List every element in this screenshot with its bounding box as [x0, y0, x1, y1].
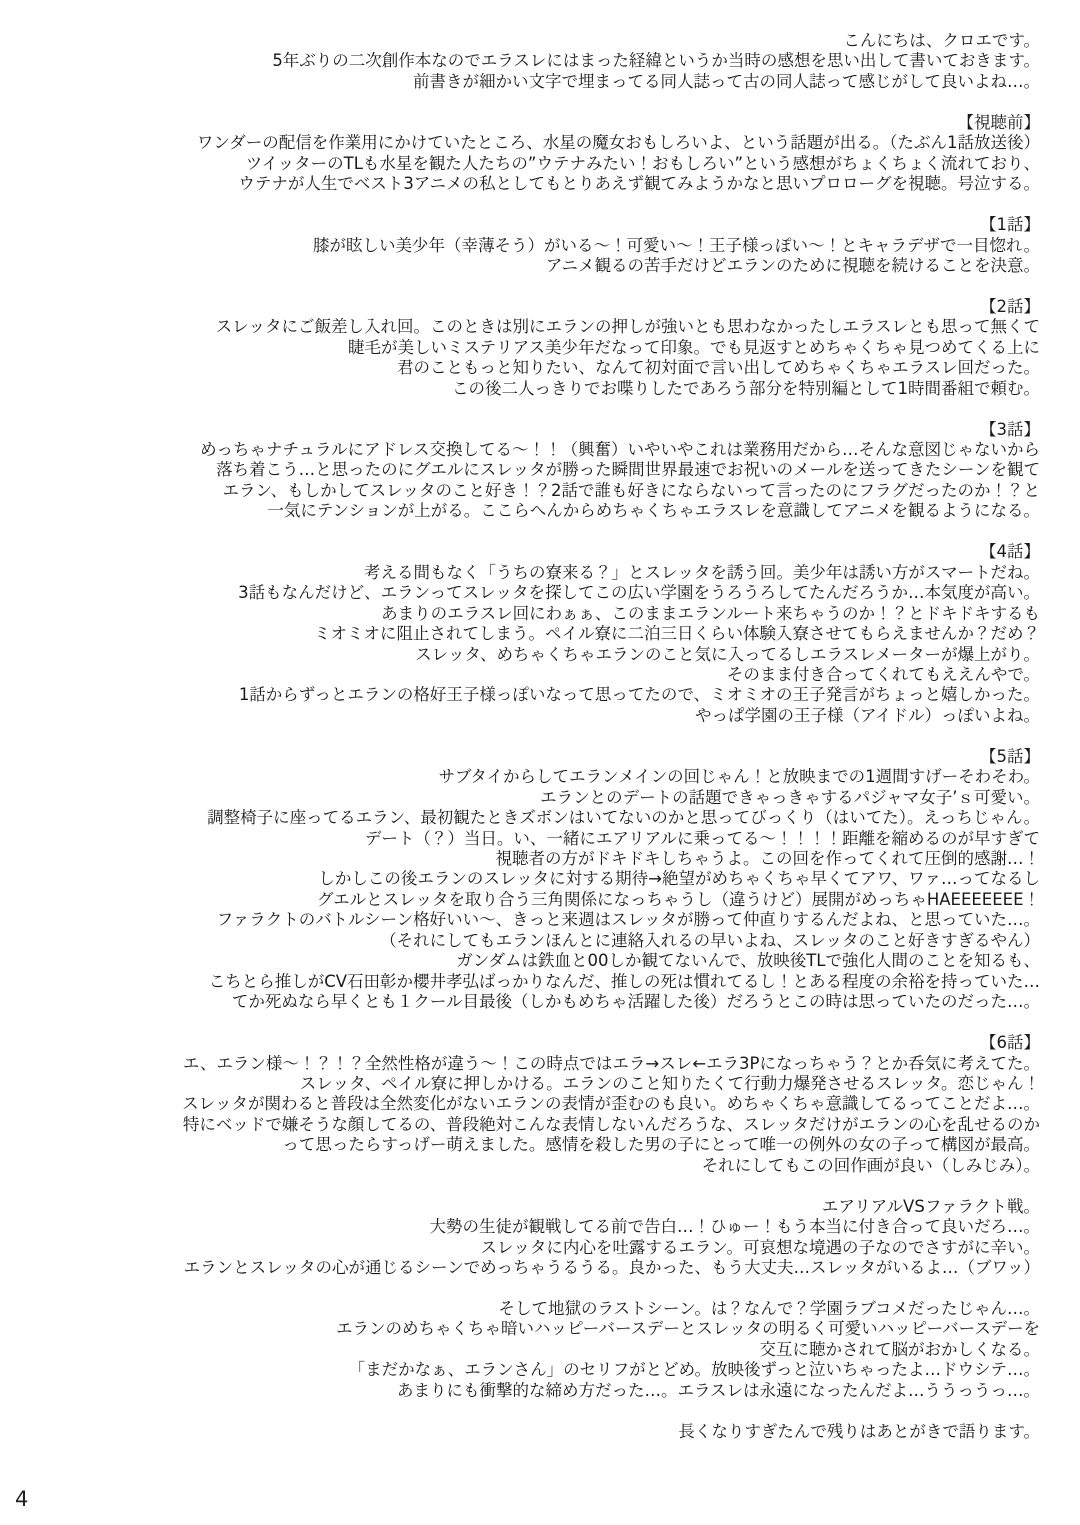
- section-header: 【5話】: [980, 746, 1040, 766]
- text-line: スレッタ、ペイル寮に押しかける。エランのこと知りたくて行動力爆発させるスレッタ。恋じゃん！: [299, 1074, 1040, 1093]
- text-section: [28, 31, 1040, 92]
- text-line: エラン、もしかしてスレッタのこと好き！？2話で誰も好きにならないって言ったのにフラグだったのか！？と: [222, 480, 1040, 500]
- page-body: [28, 31, 1040, 1442]
- text-line: それにしてもこの回作画が良い（しみじみ）。: [701, 1155, 1040, 1175]
- text-section: [28, 1033, 1040, 1176]
- text-line: スレッタに内心を吐露するエラン。可哀想な境遇の子なのでさすがに辛い。: [480, 1237, 1040, 1257]
- text-line: スレッタが関わると普段は全然変化がないエランの表情が歪むのも良い。めちゃくちゃ意識してるってことだよ…。: [182, 1094, 1040, 1114]
- text-line: 君のこともっと知りたい、なんて初対面で言い出してめちゃくちゃエラスレ回だった。: [396, 358, 1040, 378]
- text-line: エ、エラン様〜！？！？全然性格が違う〜！この時点ではエラ→スレ←エラ3Pになっちゃう？とか呑気に考えてた。: [182, 1053, 1040, 1073]
- text-section: [28, 420, 1040, 522]
- text-line: 膝が眩しい美少年（幸薄そう）がいる〜！可愛い〜！王子様っぽい〜！とキャラデザで一目惚れ。: [313, 235, 1040, 255]
- text-line: 5年ぶりの二次創作本なのでエラスレにはまった経緯というか当時の感想を思い出して書いておきます。: [272, 51, 1040, 71]
- section-header: 【4話】: [980, 542, 1040, 562]
- text-line: アニメ観るの苦手だけどエランのために視聴を続けることを決意。: [545, 255, 1040, 275]
- text-line: スレッタにご飯差し入れ回。このときは別にエランの押しが強いとも思わなかったしエラスレとも思って無くて: [215, 317, 1040, 337]
- text-line: エランとスレッタの心が通じるシーンでめっちゃうるうる。良かった、もう大丈夫…スレッタがいるよ…（ブワッ）: [183, 1258, 1040, 1278]
- section-header: 【3話】: [980, 419, 1040, 439]
- text-section: [28, 113, 1040, 195]
- text-section: [28, 1422, 1040, 1442]
- text-line: グエルとスレッタを取り合う三角関係になっちゃうし（違うけど）展開がめっちゃHAEEEEEEE！: [316, 889, 1040, 909]
- text-line: （それにしてもエランほんとに連絡入れるの早いよね、スレッタのこと好きすぎるやん）: [380, 930, 1040, 950]
- text-line: って思ったらすっげー萌えました。感情を殺した男の子にとって唯一の例外の女の子って構図が最高。: [282, 1135, 1040, 1155]
- text-line: 視聴者の方がドキドキしちゃうよ。この回を作ってくれて圧倒的感謝…！: [495, 849, 1040, 869]
- text-line: ファラクトのバトルシーン格好いい〜、きっと来週はスレッタが勝って仲直りするんだよね、と思っていた…。: [216, 910, 1040, 930]
- text-line: ガンダムは鉄血と00しか観てないんで、放映後TLで強化人間のことを知るも、: [456, 951, 1040, 971]
- text-line: 長くなりすぎたんで残りはあとがきで語ります。: [678, 1421, 1040, 1441]
- text-line: 特にベッドで嫌そうな顔してるの、普段絶対こんな表情しないんだろうな、スレッタだけがエランの心を乱せるのか: [182, 1114, 1040, 1134]
- text-line: あまりのエラスレ回にわぁぁ、このままエランルート来ちゃうのか！？とドキドキするも: [381, 603, 1040, 623]
- text-line: 考える間もなく「うちの寮来る？」とスレッタを誘う回。美少年は誘い方がスマートだね。: [363, 562, 1040, 582]
- text-section: [28, 1197, 1040, 1279]
- text-line: 一気にテンションが上がる。ここらへんからめちゃくちゃエラスレを意識してアニメを観るようになる。: [267, 501, 1040, 521]
- text-line: スレッタ、めちゃくちゃエランのこと気に入ってるしエラスレメーターが爆上がり。: [415, 644, 1040, 664]
- text-line: 3話もなんだけど、エランってスレッタを探してこの広い学園をうろうろしてたんだろうか…本気度が高い。: [238, 583, 1040, 603]
- section-header: 【2話】: [980, 296, 1040, 316]
- text-line: 調整椅子に座ってるエラン、最初観たときズボンはいてないのかと思ってびっくり（はいてた）。えっちじゃん。: [207, 808, 1040, 828]
- text-line: 大勢の生徒が観戦してる前で告白…！ひゅー！もう本当に付き合って良いだろ…。: [429, 1217, 1040, 1237]
- text-line: ミオミオに阻止されてしまう。ペイル寮に二泊三日くらい体験入寮させてもらえませんか？だめ？: [314, 624, 1040, 644]
- text-line: ワンダーの配信を作業用にかけていたところ、水星の魔女おもしろいよ、という話題が出る。（たぶん1話放送後）: [196, 133, 1040, 153]
- text-line: てか死ぬなら早くとも１クール目最後（しかもめちゃ活躍した後）だろうとこの時は思っていたのだった…。: [231, 992, 1040, 1012]
- text-line: 落ち着こう…と思ったのにグエルにスレッタが勝った瞬間世界最速でお祝いのメールを送ってきたシーンを観て: [216, 460, 1040, 480]
- text-section: [28, 542, 1040, 726]
- text-line: 睫毛が美しいミステリアス美少年だなって印象。でも見返すとめちゃくちゃ見つめてくる上に: [347, 337, 1040, 357]
- text-section: [28, 747, 1040, 1013]
- text-line: あまりにも衝撃的な締め方だった…。エラスレは永遠になったんだよ…ううっうっ…。: [396, 1380, 1040, 1400]
- text-line: やっぱ学園の王子様（アイドル）っぽいよね。: [694, 705, 1040, 725]
- text-line: そのまま付き合ってくれてもええんやで。: [726, 664, 1040, 684]
- text-line: エアリアルVSファラクト戦。: [821, 1196, 1040, 1216]
- section-header: 【視聴前】: [957, 112, 1040, 132]
- text-section: [28, 297, 1040, 399]
- text-line: めっちゃナチュラルにアドレス交換してる〜！！（興奮）いやいやこれは業務用だから…そんな意図じゃないから: [200, 440, 1040, 459]
- text-line: サブタイからしてエランメインの回じゃん！と放映までの1週間すげーそわそわ。: [438, 767, 1040, 787]
- text-line: 1話からずっとエランの格好王子様っぽいなって思ってたので、ミオミオの王子発言がちょっと嬉しかった。: [238, 685, 1040, 705]
- text-line: ツイッターのTLも水星を観た人たちの”ウテナみたい！おもしろい”という感想がちょくちょく流れており、: [245, 153, 1040, 173]
- text-line: 前書きが細かい文字で埋まってる同人誌って古の同人誌って感じがして良いよね…。: [413, 71, 1040, 91]
- text-line: デート（？）当日。い、一緒にエアリアルに乗ってる〜！！！！距離を縮めるのが早すぎて: [364, 828, 1040, 848]
- text-line: しかしこの後エランのスレッタに対する期待→絶望がめちゃくちゃ早くてアワ、ワァ…ってなるし: [318, 869, 1040, 889]
- text-line: 交互に聴かされて脳がおかしくなる。: [759, 1339, 1040, 1359]
- text-line: こちとら推しがCV石田彰か櫻井孝弘ばっかりなんだ、推しの死は慣れてるし！とある程度の余裕を持っていた…: [208, 971, 1040, 991]
- page-number: 4: [15, 1487, 29, 1511]
- section-header: 【1話】: [980, 215, 1040, 235]
- text-line: エランとのデートの話題できゃっきゃするパジャマ女子’ｓ可愛い。: [540, 787, 1040, 807]
- text-line: こんにちは、クロエです。: [843, 31, 1040, 50]
- text-section: [28, 1299, 1040, 1401]
- text-line: 「まだかなぁ、エランさん」のセリフがとどめ。放映後ずっと泣いちゃったよ…ドウシテ…。: [348, 1360, 1040, 1380]
- text-line: ウテナが人生でベスト3アニメの私としてもとりあえず観てみようかなと思いプロローグを視聴。号泣する。: [238, 174, 1040, 194]
- text-line: この後二人っきりでお喋りしたであろう部分を特別編として1時間番組で頼む。: [452, 378, 1040, 398]
- text-section: [28, 215, 1040, 276]
- text-line: エランのめちゃくちゃ暗いハッピーバースデーとスレッタの明るく可愛いハッピーバースデーを: [335, 1319, 1040, 1339]
- section-header: 【6話】: [980, 1033, 1040, 1053]
- text-line: そして地獄のラストシーン。は？なんで？学園ラブコメだったじゃん…。: [498, 1298, 1040, 1318]
